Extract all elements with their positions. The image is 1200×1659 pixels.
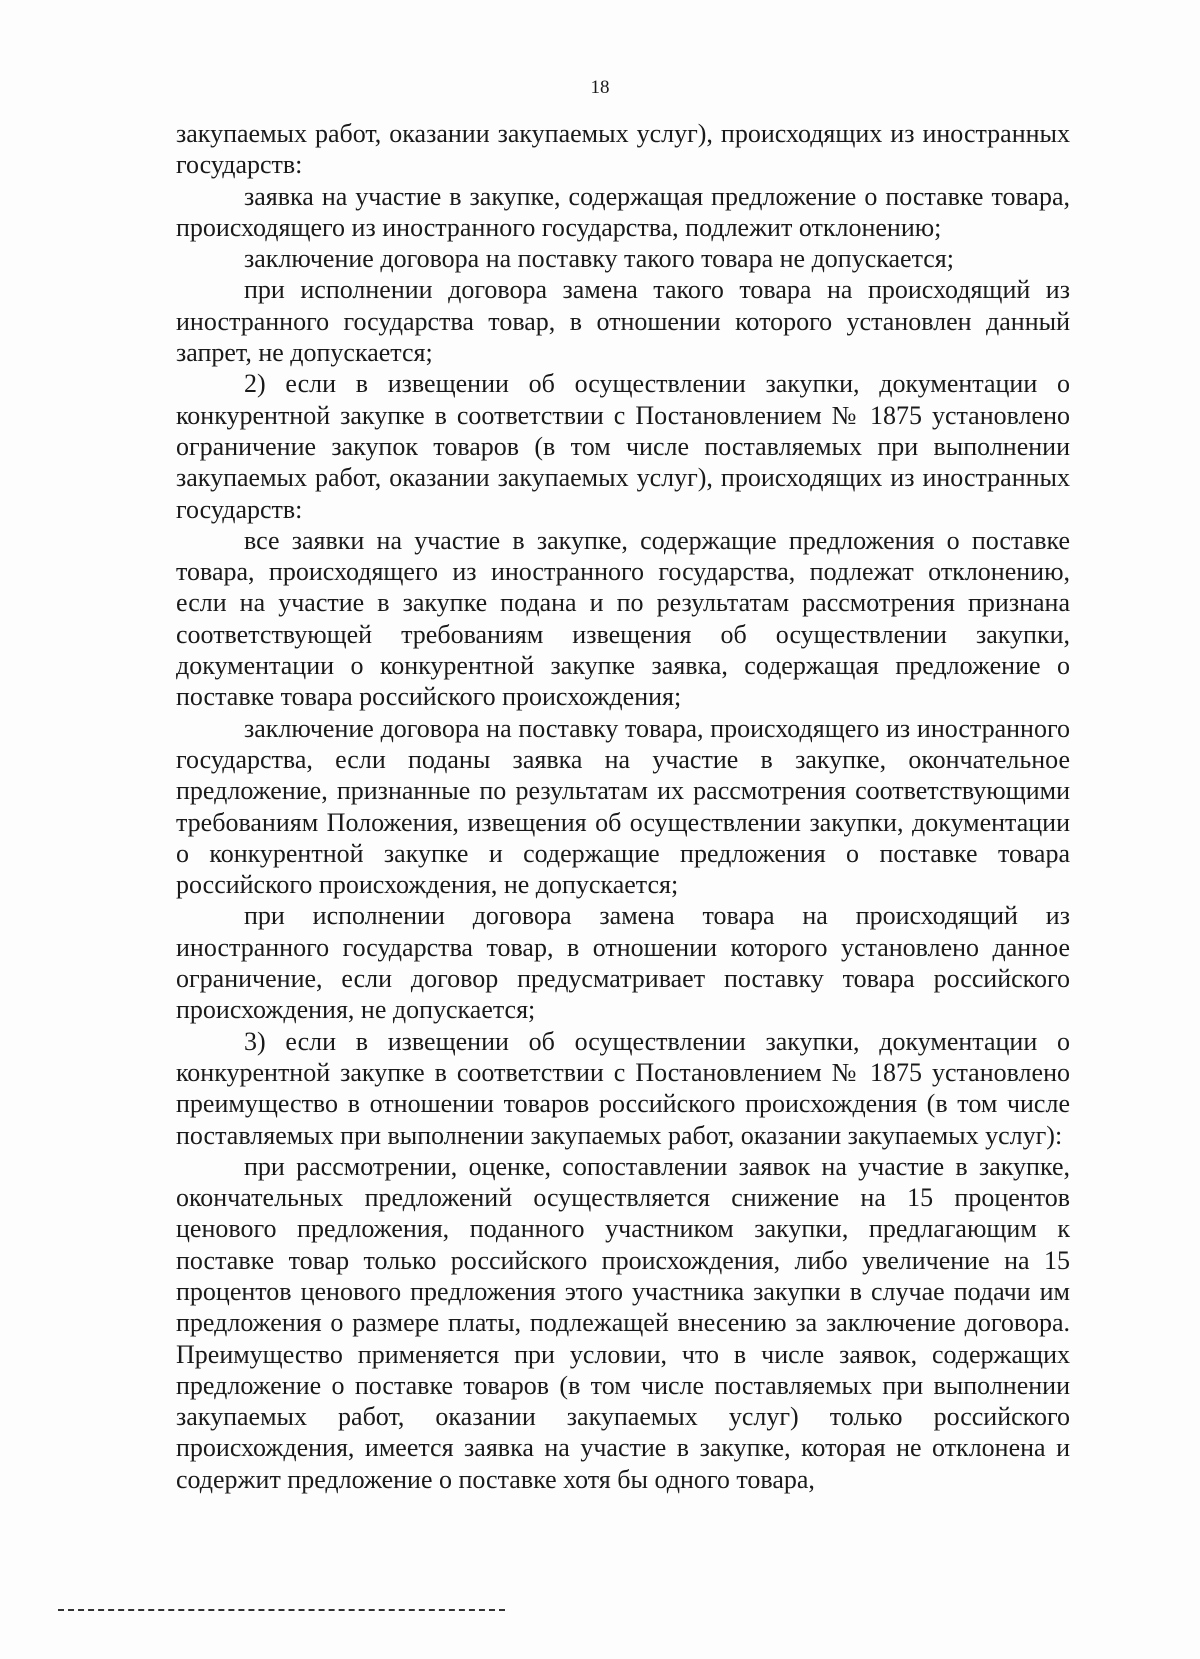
paragraph-7: заключение договора на поставку товара, происходящего из иностранного государства, если поданы заявка на участие в закупке, окончательное предложение, признанные по результатам их рассмотрения соответствующими требованиям Положения, извещения об осуществлении закупки, документации о конкурентной закупке и содержащие предложения о поставке товара российского происхождения, не допускается; (176, 713, 1070, 900)
paragraph-9: 3) если в извещении об осуществлении закупки, документации о конкурентной закупке в соответствии с Постановлением № 1875 установлено преимущество в отношении товаров российского происхождения (в том числе поставляемых при выполнении закупаемых работ, оказании закупаемых услуг): (176, 1026, 1070, 1150)
paragraph-1: закупаемых работ, оказании закупаемых услуг), происходящих из иностранных государств: (176, 119, 1070, 180)
paragraph-10: при рассмотрении, оценке, сопоставлении заявок на участие в закупке, окончательных предложений осуществляется снижение на 15 процентов ценового предложения, поданного участником закупки, предлагающим к поставке товар только российского происхождения, либо увеличение на 15 процентов ценового предложения этого участника закупки в случае подачи им предложения о размере платы, подлежащей внесению за заключение договора. Преимущество применяется при условии, что в числе заявок, содержащих предложение о поставке товаров (в том числе поставляемых при выполнении закупаемых работ, оказании закупаемых услуг) только российского происхождения, имеется заявка на участие в закупке, которая не отклонена и содержит предложение о поставке хотя бы одного товара, (176, 1151, 1070, 1494)
paragraph-3: заключение договора на поставку такого товара не допускается; (244, 244, 954, 274)
paragraph-6: все заявки на участие в закупке, содержащие предложения о поставке товара, происходящего из иностранного государства, подлежат отклонению, если на участие в закупке подана и по результатам рассмотрения признана соответствующей требованиям извещения об осуществлении закупки, документации о конкурентной закупке заявка, содержащая предложение о поставке товара российского происхождения; (176, 525, 1070, 712)
document-body (176, 118, 1070, 1495)
footer-divider (58, 1609, 505, 1611)
page-number: 18 (590, 77, 610, 98)
paragraph-8: при исполнении договора замена товара на происходящий из иностранного государства товар, в отношении которого установлено данное ограничение, если договор предусматривает поставку товара российского происхождения, не допускается; (176, 901, 1070, 1025)
paragraph-2: заявка на участие в закупке, содержащая предложение о поставке товара, происходящего из иностранного государства, подлежит отклонению; (176, 181, 1070, 242)
paragraph-5: 2) если в извещении об осуществлении закупки, документации о конкурентной закупке в соответствии с Постановлением № 1875 установлено ограничение закупок товаров (в том числе поставляемых при выполнении закупаемых работ, оказании закупаемых услуг), происходящих из иностранных государств: (176, 369, 1070, 524)
paragraph-4: при исполнении договора замена такого товара на происходящий из иностранного государства товар, в отношении которого установлен данный запрет, не допускается; (176, 275, 1070, 368)
